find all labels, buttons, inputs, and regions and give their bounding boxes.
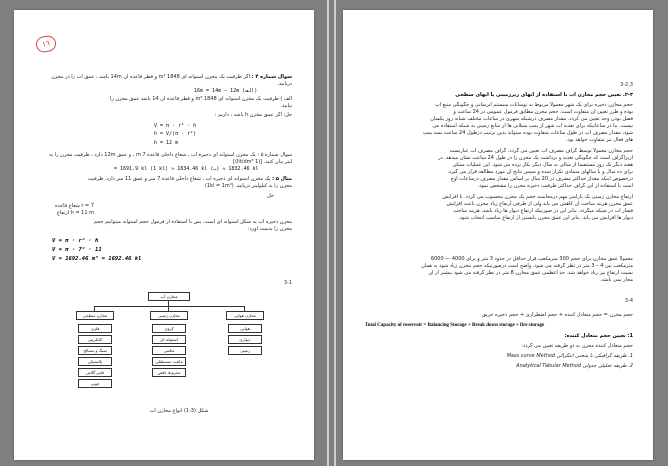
example-5-line1: [36, 176, 292, 183]
question-4-solution: حل: اگر عمق مخزن h باشد ، داریم :: [214, 112, 292, 118]
paragraph-line: هفته دیگر یک روز مستقیماً از سالی به سال دیگر بکار برده می شود. این عملیات ممکن: [452, 162, 633, 168]
document-page-right: [343, 10, 653, 460]
chart-item: چوبی: [78, 379, 112, 388]
paragraph-3-line2: مخزن را بدست آورد:: [247, 226, 292, 232]
equation-4: h = 12 m: [154, 140, 179, 146]
method-1: 1. طریقه گرافیکی با منحنی انتگرالی Mass curve Method: [506, 353, 633, 359]
chart-item: پلاستیکی: [78, 357, 112, 366]
question-4-line3: الف ) ظرفیت یک مخزن استوانه ای 1848 m³ و قطر قاعده آن 14 باشد عمق مخزن را: [109, 96, 292, 102]
paragraph-line: حجم مخازن معمولاً توسط گراف مصرف آب تعیین می گردد. گراف مصرف آب عبارتست: [449, 148, 633, 154]
equation-5: = 1691.9 kl (1 kl) ≈ 1834.46 kl (ب) ≈ 1832.46 kl: [114, 166, 259, 172]
paragraph-line: برای ده سال و یا سالهای متمادی تکرار شده و سپس نتایج آن مورد مطالعه قرار می گیرد.: [447, 169, 633, 175]
equation-3: h = V/(π · r²): [154, 131, 197, 137]
chart-group-header: مخازن سطحی: [76, 311, 114, 320]
section-heading: ۲-۳. تعیین حجم مخازن آب با استفاده از آبهای زیرزمینی یا آبهای سطحی: [455, 92, 633, 98]
question-4-title: سوال شماره ۴ :: [251, 74, 292, 80]
paragraph-line: شود، مقدار مصرف آب در طول ساعات متفاوت بوده میتواند بدین ترتیب درطول 24 ساعت نمبه پمپ: [422, 130, 633, 136]
paragraph-line: درخصوص اینکه مقدار حداکثر مصرف در 20 سال بر اساس مقدار مصرف درساعات اوج: [450, 176, 633, 182]
paragraph-line: مجاز نمی باشد.: [600, 277, 633, 283]
chart-item: استوانه ای: [152, 335, 186, 344]
given-radius: r = 7 شعاع قاعده: [54, 203, 94, 209]
paragraph-line: بوده و طرز تعیین آن متفاوت است. حجم مخزن مطابق فرمول عمومی در 24 ساعت و: [453, 109, 633, 115]
paragraph-line: نیست. بنا در ساعاتیکه برای تغذیه آب شهر از پمپ سیلابی ها از منابع زمینی به شبکه استفاده می: [432, 123, 633, 129]
question-4-line4: بیابید.: [280, 103, 292, 109]
viewer-right-edge: [334, 0, 336, 466]
example-5-line2: مخزن را به کیلولیتر دریابید. (1kl = 1m³): [204, 183, 292, 189]
paragraph-line: عمق مخزن هزینه ساخت آن کاهش می یابد ولی از طرفی ارتفاع زیاد مخزن باعث افزایش: [446, 201, 633, 207]
paragraph-line: معمولاً عمق مخازن برای حجم 300 مترمکعب قرار حداقل در حدود 3 متر و برای 4000 — 6000: [430, 256, 633, 262]
equation-8: V = 1692.46 m³ = 1692.46 kl: [52, 256, 142, 262]
paragraph-line: دیوار ها افزایش می یابد. بنابر این عمق مخزن بایستی از ارتفاع مناسب انتخاب شود.: [458, 215, 633, 221]
example-5-text: یک مخزن استوانه ای ذخیره آب ، شعاع داخلی قاعده 7 متر و عمق 11 متر دارد. ظرفیت: [87, 176, 271, 182]
question-4-line2: دریابید.: [277, 81, 292, 87]
section-number-3-1: 3-1: [283, 280, 292, 286]
given-height: h = 11 m ارتفاع: [56, 210, 94, 216]
paragraph-3-line1: مخزن ذخیره آب به شکل استوانه ای است. پس با استفاده از فرمول حجم استوانه میتوانیم حجم: [93, 219, 292, 225]
paragraph-line: فصل بودن وجه تعیین می کردد. مقدار مصرف درشبکه شهری در ساعات مختلف شبانه روز یکسان: [430, 116, 633, 122]
question-5-line2: لیتر بیان کنید. [(1 lit/dm³)]: [233, 159, 292, 165]
question-5-line1: سوال شماره ۵ : یک مخزن استوانه ای ذخیره آب ، شعاع داخلی قاعده 7 m ، و عمق 12m دارد ، ظرفیت مخزن را به: [49, 152, 292, 158]
equation-6: V = π · r² · h: [52, 238, 99, 244]
paragraph-line: ارتفاع مخازن زمینی یک پارامتر مهم درمحاسبه حجم یک مخزن محسوب می گردد. با افزایش: [442, 194, 633, 200]
chart-item: زمینی: [228, 346, 262, 355]
paragraph-line: های فعال نیز متفاوت خواهد بود.: [565, 137, 633, 143]
figure-caption: شکل (3-1) انواع مخازن آب: [149, 408, 209, 414]
chart-item: مکعبی: [152, 346, 186, 355]
handwritten-page-mark: ١٦: [35, 34, 57, 53]
example-5-title: مثال ۵ :: [272, 176, 292, 182]
page-gap-divider: [327, 0, 329, 466]
chart-item: کانکریتی: [78, 335, 112, 344]
chart-item: دیواری: [228, 335, 262, 344]
chart-item: سنگ و مسالح: [78, 346, 112, 355]
question-4-line1: اگر ظرفیت یک مخزن استوانه ای 1848 m³ و قطر قاعده آن 14m باشد ، عمق آب را در مخزن: [51, 74, 251, 80]
paragraph-line: فشار آب در شبکه میگردد. بنابر این در صورتیکه ارتفاع دیوار ها زیاد باشد، هزینه ساخت: [453, 208, 633, 214]
water-tank-types-chart: [64, 292, 284, 402]
section-number-3-4: 3-4: [624, 298, 633, 304]
method-2: 2. طریقه تحلیلی جدولی Analytical Tabular Method: [516, 363, 633, 369]
chart-item: فلزی: [78, 324, 112, 333]
equation-7: V = π · 7² · 11: [52, 247, 102, 253]
formula-english: Total Capacity of reservoir = Balancing Storage + Break down storage + fire storage: [365, 323, 545, 328]
paragraph-line: نسبت ارتفاع نیز زیاد خواهد شد. حد اعظمی عمق مخازن 8 متر در نظر گرفته می شود بیشتر از آن: [428, 270, 633, 276]
equation-2: V = π · r² · h: [154, 123, 197, 129]
equation-1: 16m = 14m − 12m (الف): [194, 88, 258, 94]
chart-item: مکعب مستطیلی: [152, 357, 186, 366]
chart-group-header: مخازن زمینی: [150, 311, 188, 320]
paragraph-line: ازیراگراف است که چگونگی تغذیه و برداشت یک مخزن را در طول 24 ساعت نشان میدهد. در: [438, 155, 633, 161]
paragraph-line: حجم مخازن ذخیره برای یک شهر معمولاً مربوط به نوسانات سیستم آبرسانی و چگونگی منبع آب: [434, 102, 633, 108]
paragraph-line: است با استفاده از این گراف حداکثر ظرفیت ذخیره مخزن را مشخص نمود.: [477, 183, 633, 189]
question-4-text: [36, 74, 292, 81]
chart-connector: [94, 306, 244, 307]
chart-item: فایبر گلاس: [78, 368, 112, 377]
section-number-3-2-3: 3-2,3: [620, 82, 633, 88]
chart-item: کروی: [152, 324, 186, 333]
chart-group-header: مخازن هوایی: [226, 311, 264, 320]
formula-persian: حجم مخزن = حجم متعادل کننده + حجم اضطراری + حجم ذخیره حریق: [481, 312, 633, 318]
chart-root-box: مخازن آب: [148, 292, 190, 301]
document-page-left: [14, 10, 314, 460]
paragraph-line: مترمکعب بین 4 – 3 متر در نظر گرفته می شود. واضح است درصورتیکه حجم مخزن زیاد شود به همان: [421, 263, 633, 269]
solution-label: حل: [267, 193, 274, 199]
sub-heading: 1: تعیین حجم متعادل کننده:: [564, 333, 633, 339]
chart-item: مخروط ناقص: [152, 368, 186, 377]
chart-item: هوایی: [228, 324, 262, 333]
methods-intro: حجم متعادل کننده مخزن به دو طریقه تعیین می گردد:: [521, 343, 633, 349]
